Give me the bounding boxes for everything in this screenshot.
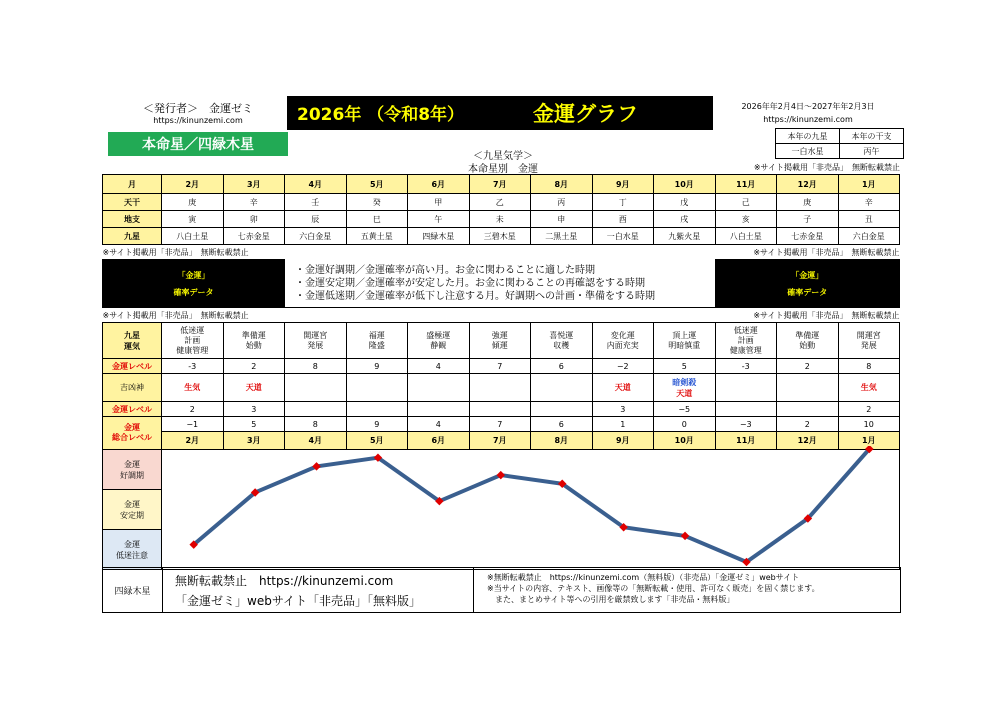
kyusei-cell: 三碧木星 <box>469 228 531 245</box>
kikkyo-cell <box>408 374 470 402</box>
month-footer: 9月 <box>592 432 654 450</box>
period: 2026年年2月4日～2027年年2月3日 <box>741 102 875 111</box>
graph-title: 金運グラフ <box>533 102 638 126</box>
month-header: 5月 <box>346 175 408 194</box>
level2-cell <box>777 402 839 417</box>
month-header: 10月 <box>654 175 716 194</box>
title-banner <box>287 96 713 130</box>
probability-left-title: 「金運」 <box>177 270 210 280</box>
month-header: 3月 <box>223 175 285 194</box>
month-footer: 7月 <box>469 432 531 450</box>
kyusei-cell: 八白土星 <box>162 228 224 245</box>
month-footer: 1月 <box>838 432 900 450</box>
month-footer: 5月 <box>346 432 408 450</box>
level-cell: -3 <box>715 359 777 374</box>
month-footer: 10月 <box>654 432 716 450</box>
probability-explanation <box>285 260 716 308</box>
kyusei-subtitle: 本命星別 金運 <box>468 164 538 175</box>
tenkan-cell: 庚 <box>162 194 224 211</box>
kikkyo-cell <box>777 374 839 402</box>
tenkan-cell: 戊 <box>654 194 716 211</box>
chishi-cell: 卯 <box>223 211 285 228</box>
chishi-cell: 巳 <box>346 211 408 228</box>
total-cell: 10 <box>838 417 900 432</box>
site-url[interactable]: https://kinunzemi.com <box>763 115 853 124</box>
month-header: 2月 <box>162 175 224 194</box>
month-footer: 8月 <box>531 432 593 450</box>
kikkyo-tendo: 天道 <box>676 388 693 398</box>
month-footer: 6月 <box>408 432 470 450</box>
probability-left <box>103 260 285 308</box>
kikkyo-cell: 生気 <box>162 374 224 402</box>
tenkan-cell: 己 <box>715 194 777 211</box>
kyusei-cell: 五黄土星 <box>346 228 408 245</box>
total-cell: 5 <box>223 417 285 432</box>
year-star: 一白水星 <box>776 144 840 159</box>
spacer <box>285 308 716 323</box>
kikkyo-ankensatsu: 暗剣殺 <box>672 377 697 387</box>
notice-right: ※サイト掲載用「非売品」 無断転載禁止 <box>753 310 900 320</box>
level2-label: 金運レベル <box>103 402 162 417</box>
kikkyo-cell: 天道 <box>592 374 654 402</box>
probability-right-title: 「金運」 <box>791 270 824 280</box>
footer-note2: ※当サイトの内容、テキスト、画像等の「無断転載・使用、許可なく販売」を固く禁じます。 <box>487 584 820 593</box>
month-header: 4月 <box>285 175 347 194</box>
month-header: 6月 <box>408 175 470 194</box>
month-footer: 2月 <box>162 432 224 450</box>
kyusei-cell: 九紫火星 <box>654 228 716 245</box>
tenkan-cell: 庚 <box>777 194 839 211</box>
footer <box>102 567 901 613</box>
honmei-star: 本命星／四緑木星 <box>108 132 288 156</box>
total-cell: −1 <box>162 417 224 432</box>
graph-band-label: 金運 安定期 <box>103 490 162 530</box>
level2-cell <box>285 402 347 417</box>
kyusei-label: 九星 <box>103 228 162 245</box>
chishi-cell: 申 <box>531 211 593 228</box>
month-header: 11月 <box>715 175 777 194</box>
level2-cell: 3 <box>592 402 654 417</box>
level-cell: 2 <box>223 359 285 374</box>
chishi-cell: 酉 <box>592 211 654 228</box>
year-title: 2026年 （令和8年） <box>297 105 465 125</box>
tenkan-cell: 癸 <box>346 194 408 211</box>
chishi-cell: 子 <box>777 211 839 228</box>
kikkyo-cell: 生気 <box>838 374 900 402</box>
month-footer: 12月 <box>777 432 839 450</box>
unki-cell: 強運 傾運 <box>469 323 531 359</box>
level-cell: 4 <box>408 359 470 374</box>
tenkan-label: 天干 <box>103 194 162 211</box>
unki-cell: 開運宮 発展 <box>285 323 347 359</box>
month-footer: 3月 <box>223 432 285 450</box>
tenkan-cell: 丙 <box>531 194 593 211</box>
kyusei-cell: 七赤金星 <box>223 228 285 245</box>
total-cell: 4 <box>408 417 470 432</box>
level2-cell <box>408 402 470 417</box>
total-cell: 9 <box>346 417 408 432</box>
footer-line1: 無断転載禁止 https://kinunzemi.com <box>175 574 394 588</box>
total-cell: −3 <box>715 417 777 432</box>
total-cell: 1 <box>592 417 654 432</box>
year-star-table <box>775 128 904 159</box>
footer-note3: また、まとめサイト等への引用を厳禁致します「非売品・無料版」 <box>487 595 735 604</box>
unki-cell: 変化運 内面充実 <box>592 323 654 359</box>
kinun-line-chart <box>163 446 900 568</box>
kikkyo-cell <box>654 374 716 402</box>
year-star-label: 本年の九星 <box>776 129 840 144</box>
unki-cell: 盛極運 静観 <box>408 323 470 359</box>
graph-band-label: 金運 低迷注意 <box>103 530 162 570</box>
year-eto: 丙午 <box>840 144 904 159</box>
spacer <box>285 245 716 260</box>
tenkan-cell: 乙 <box>469 194 531 211</box>
chishi-cell: 亥 <box>715 211 777 228</box>
probability-line: ・金運好調期／金運確率が高い月。お金に関わることに適した時期 <box>295 264 595 276</box>
total-cell: 6 <box>531 417 593 432</box>
month-header: 7月 <box>469 175 531 194</box>
month-header: 8月 <box>531 175 593 194</box>
footer-star: 四緑木星 <box>103 568 163 612</box>
chishi-label: 地支 <box>103 211 162 228</box>
series-line <box>194 449 870 562</box>
chishi-cell: 寅 <box>162 211 224 228</box>
level2-cell <box>531 402 593 417</box>
kyusei-cell: 四緑木星 <box>408 228 470 245</box>
footer-line2: 「金運ゼミ」webサイト「非売品」「無料版」 <box>175 594 421 608</box>
level-cell: 6 <box>531 359 593 374</box>
tenkan-cell: 辛 <box>838 194 900 211</box>
tenkan-cell: 壬 <box>285 194 347 211</box>
kikkyo-cell <box>469 374 531 402</box>
level-cell: 8 <box>838 359 900 374</box>
tenkan-cell: 辛 <box>223 194 285 211</box>
total-cell: 8 <box>285 417 347 432</box>
notice-left: ※サイト掲載用「非売品」 無断転載禁止 <box>102 247 249 257</box>
level-cell: -3 <box>162 359 224 374</box>
unki-cell: 低迷運 計画 健康管理 <box>162 323 224 359</box>
notice-top-right: ※サイト掲載用「非売品」 無断転載禁止 <box>753 163 900 172</box>
month-footer: 11月 <box>715 432 777 450</box>
kikkyo-label: 吉凶神 <box>103 374 162 402</box>
kyusei-cell: 六白金星 <box>285 228 347 245</box>
level2-cell <box>715 402 777 417</box>
kikkyo-cell <box>346 374 408 402</box>
unki-cell: 頂上運 明暗慎重 <box>654 323 716 359</box>
kikkyo-cell <box>715 374 777 402</box>
publisher: ＜発行者＞ 金運ゼミ <box>143 102 253 115</box>
level-label: 金運レベル <box>103 359 162 374</box>
kyusei-cell: 七赤金星 <box>777 228 839 245</box>
kyusei-cell: 六白金星 <box>838 228 900 245</box>
level2-cell: −5 <box>654 402 716 417</box>
level-cell: −2 <box>592 359 654 374</box>
kikkyo-cell <box>285 374 347 402</box>
chishi-cell: 午 <box>408 211 470 228</box>
unki-cell: 準備運 始動 <box>223 323 285 359</box>
tenkan-cell: 丁 <box>592 194 654 211</box>
probability-left-sub: 確率データ <box>173 287 214 297</box>
publisher-url[interactable]: https://kinunzemi.com <box>153 116 243 125</box>
month-footer: 4月 <box>285 432 347 450</box>
kyusei-cell: 八白土星 <box>715 228 777 245</box>
probability-line: ・金運安定期／金運確率が安定した月。お金に関わることの再確認をする時期 <box>295 277 645 289</box>
tenkan-cell: 甲 <box>408 194 470 211</box>
level-cell: 7 <box>469 359 531 374</box>
probability-right <box>715 260 900 308</box>
unki-cell: 低迷運 計画 健康管理 <box>715 323 777 359</box>
level2-cell <box>346 402 408 417</box>
level2-cell: 2 <box>162 402 224 417</box>
footer-divider <box>473 568 474 612</box>
level-cell: 2 <box>777 359 839 374</box>
kyusei-title: ＜九星気学＞ <box>473 151 533 162</box>
kikkyo-cell: 天道 <box>223 374 285 402</box>
kyusei-cell: 二黒土星 <box>531 228 593 245</box>
notice-right: ※サイト掲載用「非売品」 無断転載禁止 <box>753 247 900 257</box>
notice-left: ※サイト掲載用「非売品」 無断転載禁止 <box>102 310 249 320</box>
level-cell: 5 <box>654 359 716 374</box>
chishi-cell: 丑 <box>838 211 900 228</box>
chishi-cell: 戌 <box>654 211 716 228</box>
month-header: 1月 <box>838 175 900 194</box>
kikkyo-cell <box>531 374 593 402</box>
year-eto-label: 本年の干支 <box>840 129 904 144</box>
month-header: 9月 <box>592 175 654 194</box>
total-cell: 0 <box>654 417 716 432</box>
probability-right-sub: 確率データ <box>787 287 828 297</box>
month-header-label: 月 <box>103 175 162 194</box>
chishi-cell: 未 <box>469 211 531 228</box>
total-cell: 2 <box>777 417 839 432</box>
unki-cell: 喜悦運 収穫 <box>531 323 593 359</box>
graph-band-label: 金運 好調期 <box>103 450 162 490</box>
footer-note1: ※無断転載禁止 https://kinunzemi.com（無料版）（非売品）「金運ゼミ」webサイト <box>487 573 800 582</box>
kyusei-cell: 一白水星 <box>592 228 654 245</box>
level2-cell <box>469 402 531 417</box>
level-cell: 8 <box>285 359 347 374</box>
level2-cell: 2 <box>838 402 900 417</box>
unki-label: 九星 運気 <box>103 323 162 359</box>
level2-cell: 3 <box>223 402 285 417</box>
total-label: 金運 総合レベル <box>103 417 162 450</box>
month-header: 12月 <box>777 175 839 194</box>
unki-cell: 開運宮 発展 <box>838 323 900 359</box>
probability-line: ・金運低迷期／金運確率が低下し注意する月。好調期への計画・準備をする時期 <box>295 290 655 302</box>
level-cell: 9 <box>346 359 408 374</box>
unki-cell: 準備運 始動 <box>777 323 839 359</box>
total-cell: 7 <box>469 417 531 432</box>
chishi-cell: 辰 <box>285 211 347 228</box>
unki-cell: 福運 隆盛 <box>346 323 408 359</box>
